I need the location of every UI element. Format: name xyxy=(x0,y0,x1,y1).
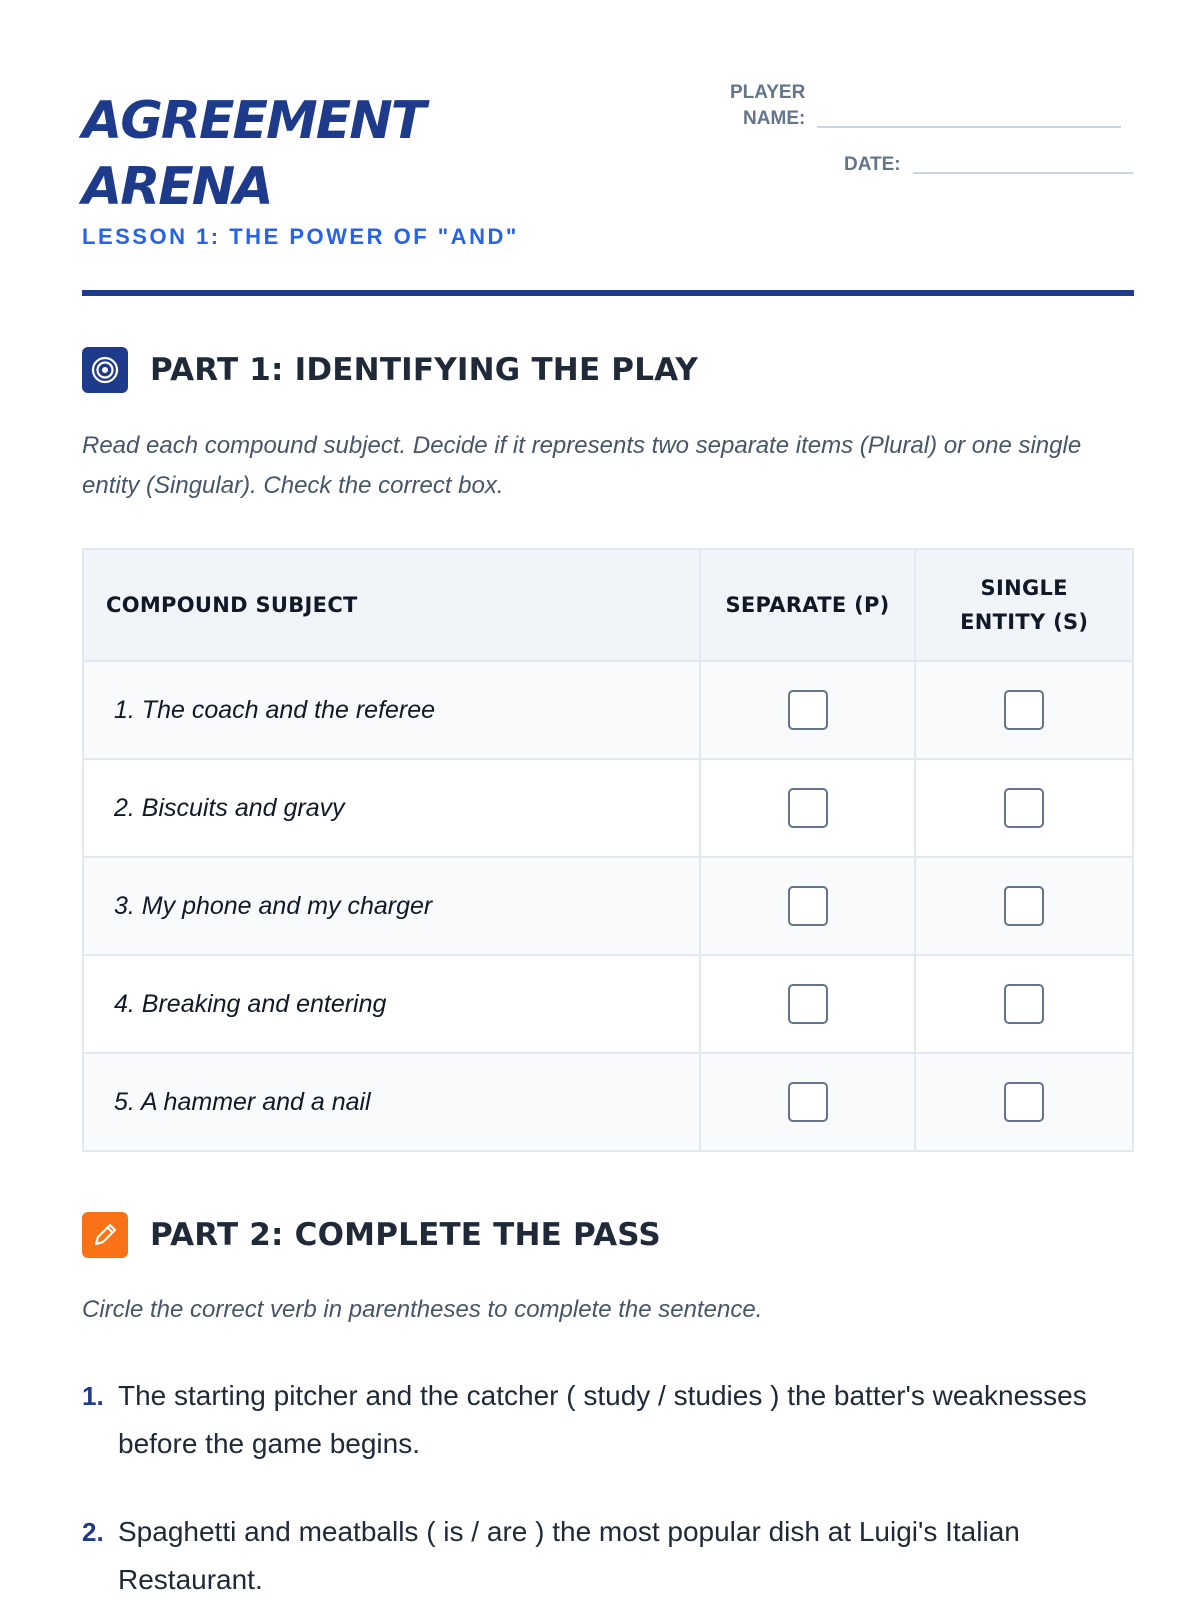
subject-cell: 4. Breaking and entering xyxy=(83,955,700,1053)
subject-cell: 1. The coach and the referee xyxy=(83,661,700,759)
table-row xyxy=(83,857,1133,955)
single-checkbox[interactable] xyxy=(1004,984,1044,1024)
question-number: 2. xyxy=(82,1517,104,1547)
table-row xyxy=(83,759,1133,857)
player-label-line-1: PLAYER xyxy=(730,82,806,103)
separate-checkbox[interactable] xyxy=(788,886,828,926)
part2-title: PART 2: COMPLETE THE PASS xyxy=(150,1217,661,1253)
single-checkbox[interactable] xyxy=(1004,690,1044,730)
column-header-single xyxy=(915,549,1133,661)
header-divider xyxy=(82,290,1134,296)
subject-cell: 2. Biscuits and gravy xyxy=(83,759,700,857)
table-row xyxy=(83,1053,1133,1151)
part1-heading xyxy=(82,347,698,393)
single-checkbox[interactable] xyxy=(1004,886,1044,926)
part1-title: PART 1: IDENTIFYING THE PLAY xyxy=(150,352,699,388)
table-header-row xyxy=(83,549,1133,661)
separate-checkbox[interactable] xyxy=(788,984,828,1024)
table-row xyxy=(83,661,1133,759)
player-name-label xyxy=(730,80,805,132)
player-name-line[interactable] xyxy=(817,126,1121,128)
column-header-subject: COMPOUND SUBJECT xyxy=(83,549,700,661)
date-label: DATE: xyxy=(844,154,901,175)
worksheet-header xyxy=(82,82,1134,249)
separate-checkbox[interactable] xyxy=(788,690,828,730)
separate-checkbox[interactable] xyxy=(788,1082,828,1122)
separate-cell xyxy=(700,1053,916,1151)
title-line-1: AGREEMENT xyxy=(82,91,425,151)
separate-cell xyxy=(700,955,916,1053)
player-name-field[interactable] xyxy=(730,80,1121,132)
part1-instructions: Read each compound subject. Decide if it represents two separate items (Plural) or one single entity (Singular). Check the correct box. xyxy=(82,432,1082,499)
single-cell xyxy=(915,1053,1133,1151)
question-item xyxy=(82,1372,1134,1468)
target-icon xyxy=(82,347,128,393)
subject-cell: 3. My phone and my charger xyxy=(83,857,700,955)
single-cell xyxy=(915,661,1133,759)
single-checkbox[interactable] xyxy=(1004,788,1044,828)
part2-instructions: Circle the correct verb in parentheses to complete the sentence. xyxy=(82,1296,763,1323)
column-header-separate: SEPARATE (P) xyxy=(700,549,916,661)
separate-cell xyxy=(700,857,916,955)
separate-cell xyxy=(700,661,916,759)
separate-checkbox[interactable] xyxy=(788,788,828,828)
date-field[interactable] xyxy=(844,152,1133,178)
single-cell xyxy=(915,955,1133,1053)
question-number: 1. xyxy=(82,1381,104,1411)
title-line-2: ARENA xyxy=(82,157,272,217)
compound-subject-table xyxy=(82,548,1134,1152)
single-cell xyxy=(915,857,1133,955)
single-header-line-1: SINGLE xyxy=(980,576,1068,600)
table-row xyxy=(83,955,1133,1053)
pencil-icon xyxy=(82,1212,128,1258)
question-text[interactable]: The starting pitcher and the catcher ( study / studies ) the batter's weaknesses before the game begins. xyxy=(118,1380,1087,1459)
single-checkbox[interactable] xyxy=(1004,1082,1044,1122)
separate-cell xyxy=(700,759,916,857)
single-cell xyxy=(915,759,1133,857)
single-header-line-2: ENTITY (S) xyxy=(960,610,1089,634)
part2-heading xyxy=(82,1212,661,1258)
date-line[interactable] xyxy=(913,172,1133,174)
question-text[interactable]: Spaghetti and meatballs ( is / are ) the most popular dish at Luigi's Italian Restaurant. xyxy=(118,1516,1020,1595)
subject-cell: 5. A hammer and a nail xyxy=(83,1053,700,1151)
question-item xyxy=(82,1508,1134,1600)
lesson-subtitle: LESSON 1: THE POWER OF "AND" xyxy=(82,224,519,249)
player-label-line-2: NAME: xyxy=(743,108,806,129)
